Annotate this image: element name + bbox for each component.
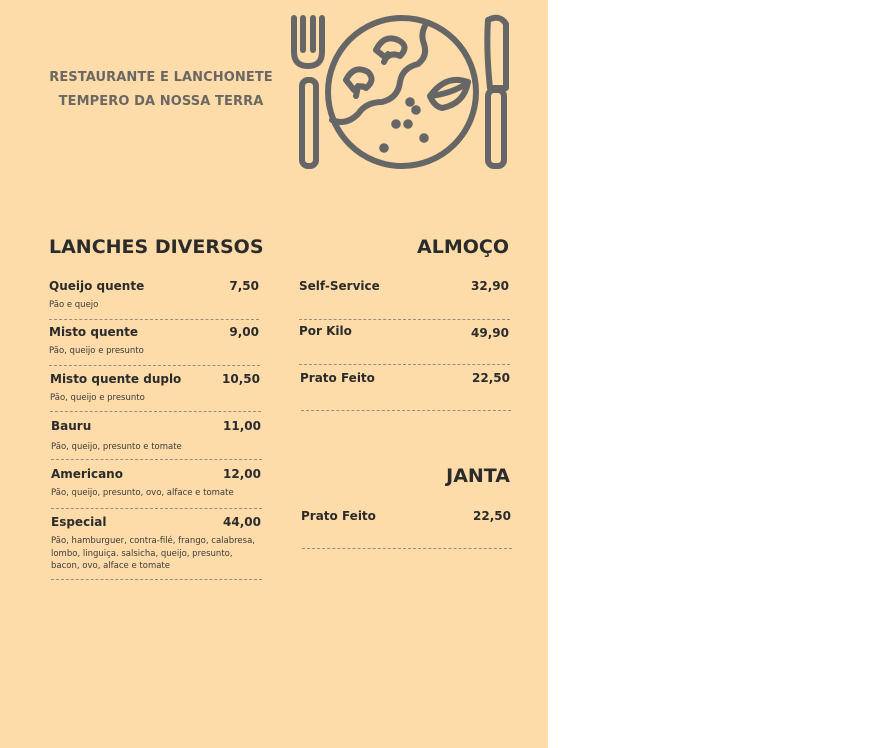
item-name: Self-Service [299, 279, 380, 293]
item-name: Especial [51, 515, 107, 529]
item-name: Americano [51, 467, 123, 481]
menu-item [51, 467, 261, 500]
item-price: 12,00 [223, 467, 261, 481]
divider [299, 319, 510, 320]
section-title-almoco: ALMOÇO [417, 236, 509, 258]
item-price: 7,50 [229, 279, 259, 293]
item-name: Prato Feito [300, 371, 375, 385]
item-name: Misto quente duplo [50, 372, 182, 386]
menu-item [299, 324, 509, 338]
restaurant-name-line1: RESTAURANTE E LANCHONETE [49, 70, 273, 85]
item-price: 9,00 [229, 325, 259, 339]
divider [302, 548, 512, 549]
section-title-janta: JANTA [446, 465, 510, 487]
item-price: 49,90 [471, 326, 509, 340]
menu-item [300, 371, 510, 385]
item-description: Pão, queijo e presunto [49, 346, 144, 356]
divider [301, 410, 511, 411]
item-name: Misto quente [49, 325, 139, 339]
item-price: 11,00 [223, 419, 261, 433]
menu-item [50, 372, 260, 405]
item-name: Bauru [51, 419, 92, 433]
divider [51, 459, 262, 460]
divider [51, 579, 262, 580]
item-description: Pão, queijo, presunto e tomate [51, 442, 182, 452]
item-description: Pão, queijo e presunto [50, 393, 145, 403]
item-price: 44,00 [223, 515, 261, 529]
section-title-lanches: LANCHES DIVERSOS [49, 236, 264, 258]
item-price: 32,90 [471, 279, 509, 293]
divider [50, 411, 261, 412]
menu-item [301, 509, 511, 523]
divider [299, 364, 510, 365]
item-description: Pão e quejo [49, 300, 99, 310]
menu-item [49, 325, 259, 358]
plate-fork-knife-icon [288, 10, 514, 176]
item-description: Pão, queijo, presunto, ovo, alface e tomate [51, 488, 234, 498]
restaurant-name [36, 66, 286, 114]
menu-item [51, 419, 261, 454]
item-name: Prato Feito [301, 509, 376, 523]
menu-item [51, 515, 261, 573]
item-description: Pão, hamburguer, contra-filé, frango, calabresa, lombo, linguiça. salsicha, queijo, presunto, bacon, ovo, alface e tomate [51, 536, 255, 571]
item-name: Queijo quente [49, 279, 145, 293]
restaurant-name-line2: TEMPERO DA NOSSA TERRA [58, 94, 264, 109]
divider [51, 508, 262, 509]
item-price: 10,50 [222, 372, 260, 386]
item-name: Por Kilo [299, 324, 352, 338]
menu-item [299, 279, 509, 293]
divider [49, 365, 260, 366]
item-price: 22,50 [472, 371, 510, 385]
divider [49, 319, 259, 320]
menu-item [49, 279, 259, 312]
item-price: 22,50 [473, 509, 511, 523]
